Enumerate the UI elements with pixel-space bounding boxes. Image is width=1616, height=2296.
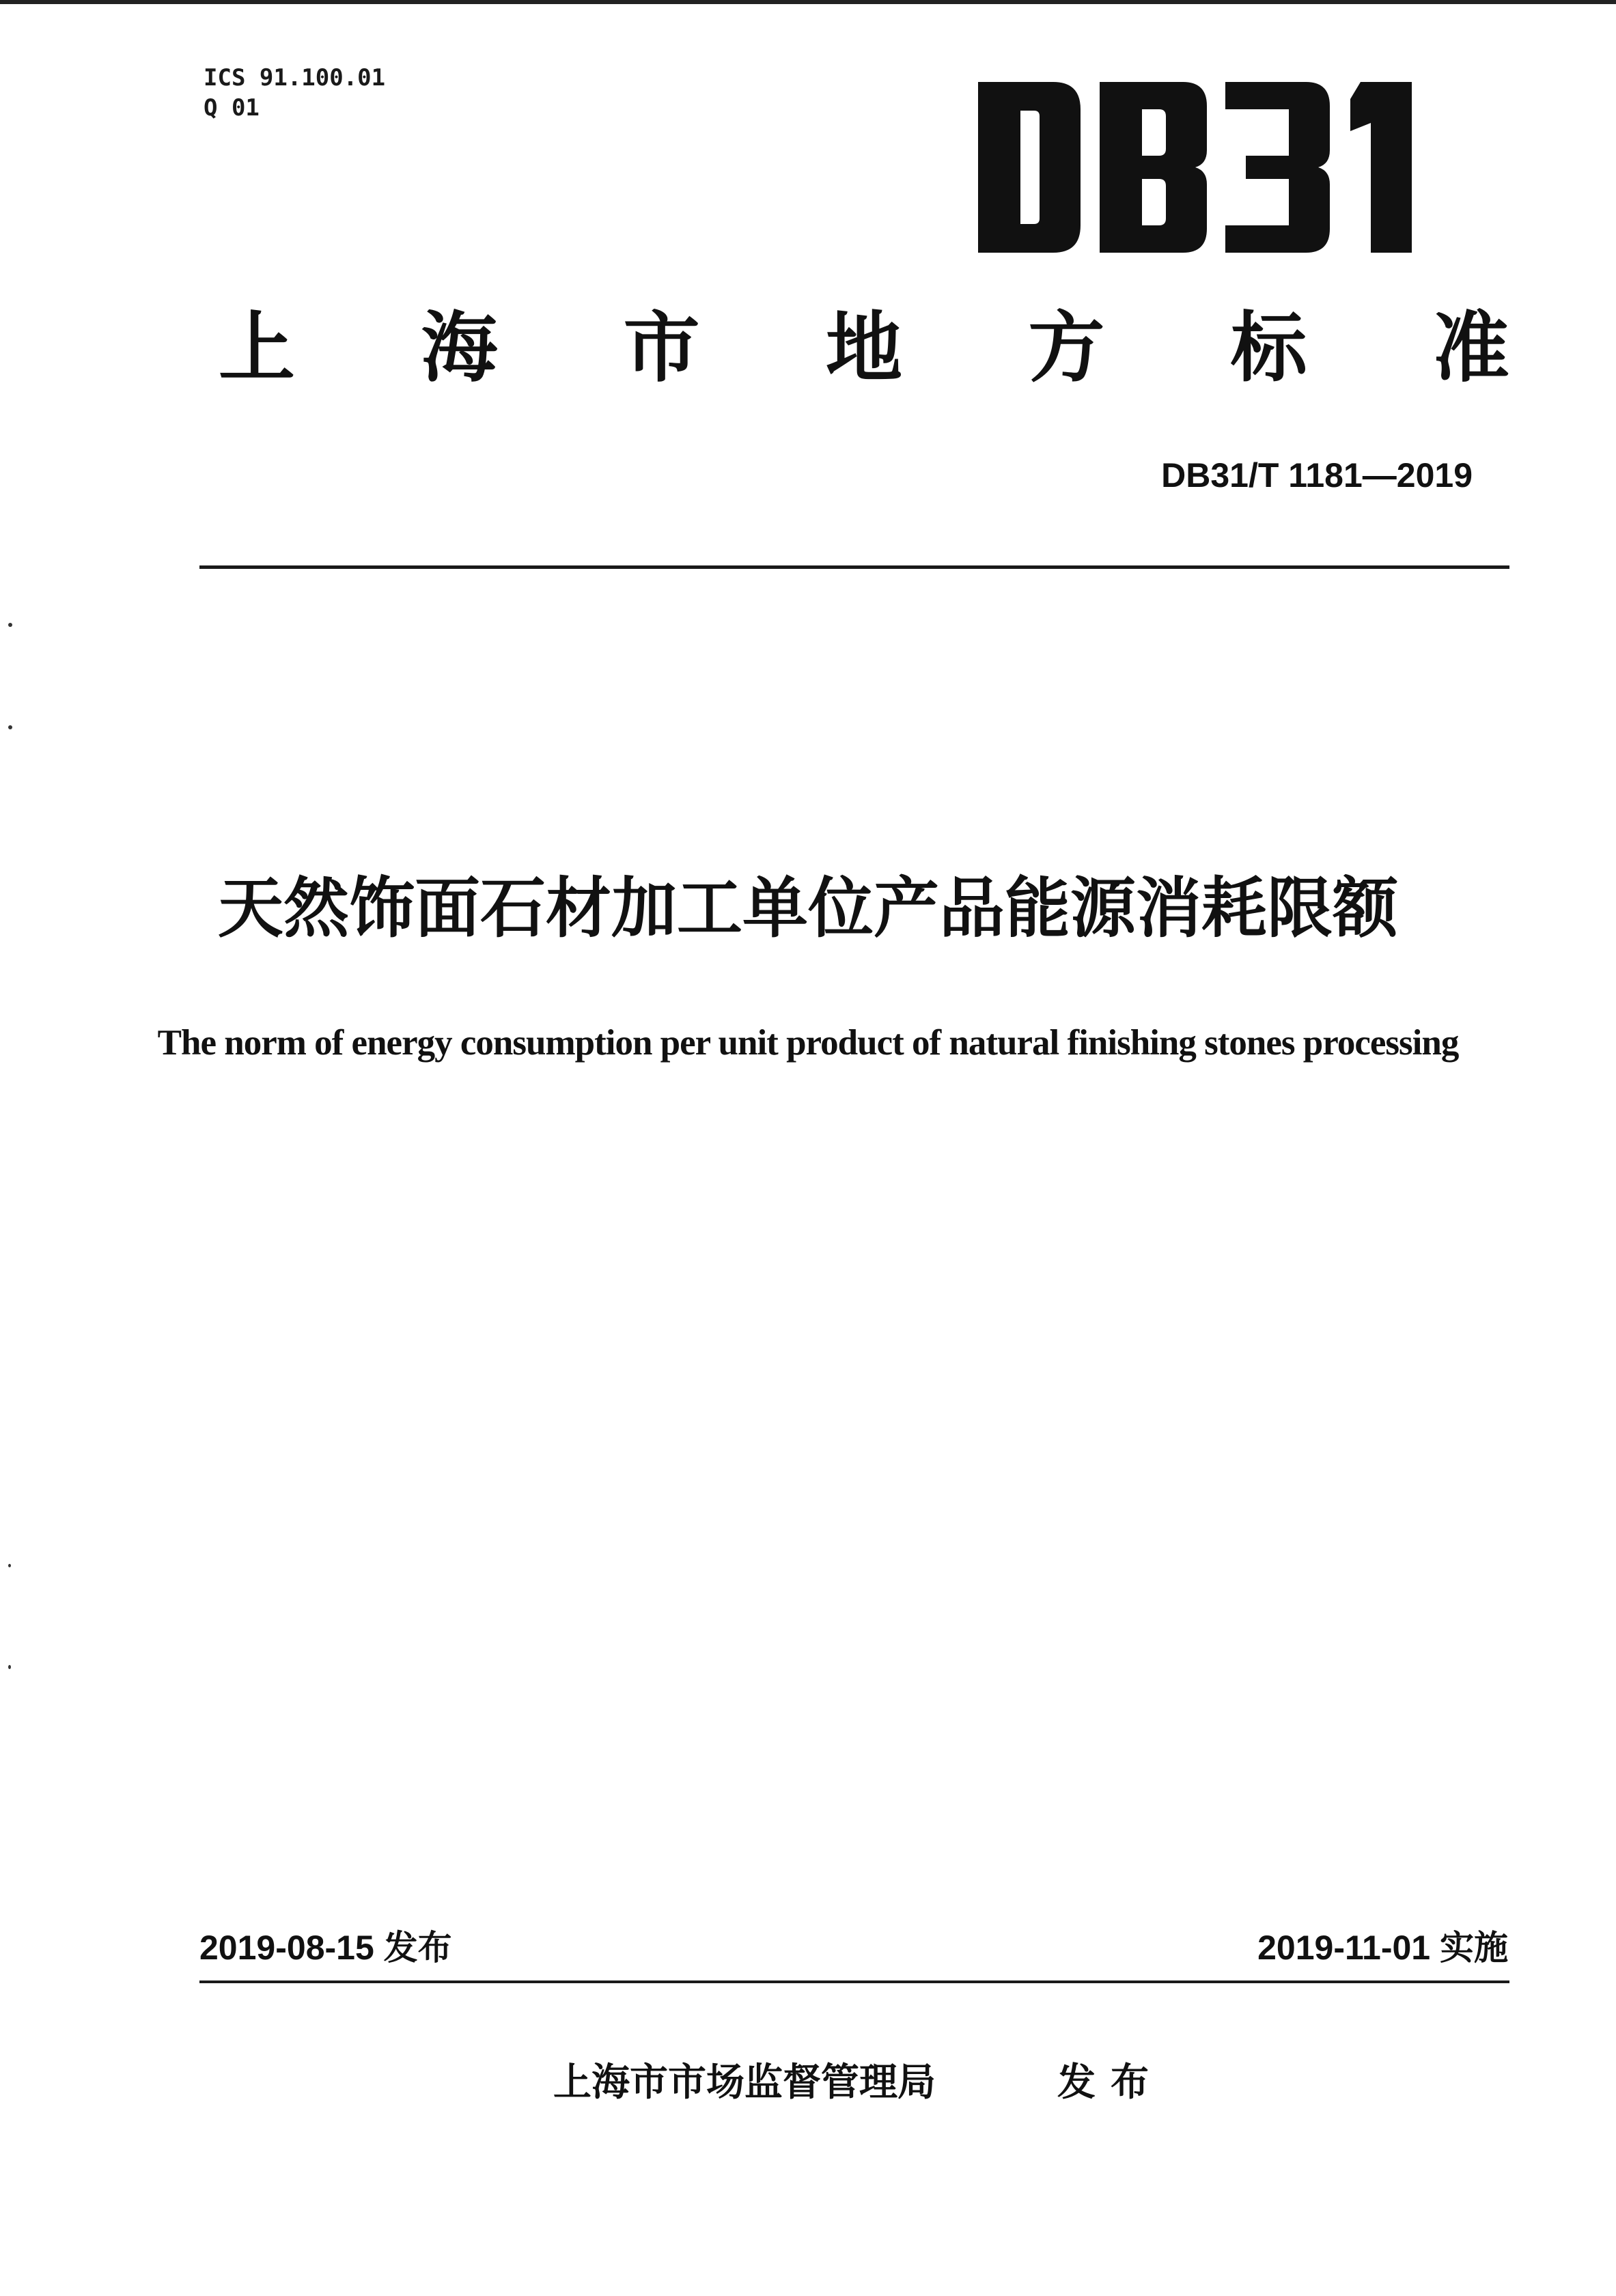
top-divider — [199, 565, 1509, 569]
scan-speck — [8, 1665, 11, 1669]
document-title-chinese: 天然饰面石材加工单位产品能源消耗限额 — [218, 870, 1398, 947]
standard-number: DB31/T 1181—2019 — [1161, 456, 1473, 494]
classification-codes — [204, 63, 385, 123]
agency-heading-char: 方 — [1028, 304, 1105, 393]
logo-digit-1 — [1350, 82, 1412, 253]
logo-letter-d — [978, 82, 1081, 253]
db31-logo — [978, 82, 1422, 253]
agency-heading-char: 市 — [623, 304, 700, 393]
bottom-divider — [199, 1980, 1509, 1983]
issue-date: 2019-08-15 发布 — [199, 1929, 452, 1967]
agency-heading-char: 上 — [219, 304, 295, 393]
scan-speck — [8, 725, 12, 729]
page-top-edge — [0, 0, 1616, 4]
agency-heading — [219, 300, 1509, 396]
agency-heading-char: 准 — [1432, 304, 1509, 393]
implementation-date: 2019-11-01 实施 — [1257, 1929, 1508, 1967]
scan-speck — [8, 623, 12, 627]
agency-heading-char: 地 — [825, 304, 902, 393]
logo-digit-3 — [1225, 82, 1330, 253]
publish-label: 发布 — [1057, 2060, 1164, 2105]
ccs-code: Q 01 — [204, 94, 260, 122]
publisher-name: 上海市市场监督管理局 — [553, 2060, 936, 2105]
scan-speck — [8, 1564, 11, 1567]
document-title-english: The norm of energy consumption per unit product of natural finishing stones processing — [157, 1023, 1459, 1063]
agency-heading-char: 海 — [421, 304, 498, 393]
agency-heading-char: 标 — [1230, 304, 1307, 393]
ics-code: ICS 91.100.01 — [204, 64, 386, 92]
logo-letter-b — [1100, 82, 1207, 253]
